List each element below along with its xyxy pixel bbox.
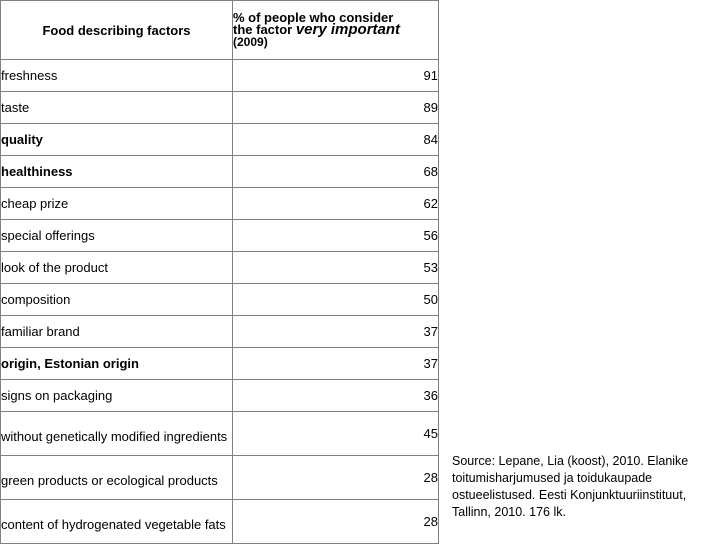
table-row <box>1 412 439 456</box>
header-percent-line2: the factor <box>233 22 296 37</box>
table-row <box>1 348 439 380</box>
table-row <box>1 500 439 544</box>
row-label: composition <box>1 284 233 316</box>
header-factor: Food describing factors <box>1 1 233 60</box>
table-row <box>1 316 439 348</box>
row-value: 28 <box>233 456 439 500</box>
table-row <box>1 284 439 316</box>
row-value: 62 <box>233 188 439 220</box>
row-label: content of hydrogenated vegetable fats <box>1 500 233 544</box>
row-label: taste <box>1 92 233 124</box>
header-percent-line1: % of people who consider <box>233 10 394 25</box>
row-label: freshness <box>1 60 233 92</box>
row-label: origin, Estonian origin <box>1 348 233 380</box>
row-value: 36 <box>233 380 439 412</box>
row-value: 45 <box>233 412 439 456</box>
row-label: familiar brand <box>1 316 233 348</box>
table-row <box>1 220 439 252</box>
row-label: cheap prize <box>1 188 233 220</box>
row-value: 37 <box>233 348 439 380</box>
table-row <box>1 60 439 92</box>
table-row <box>1 380 439 412</box>
row-value: 28 <box>233 500 439 544</box>
header-percent-year: (2009) <box>233 35 268 49</box>
row-value: 91 <box>233 60 439 92</box>
row-label: look of the product <box>1 252 233 284</box>
row-value: 50 <box>233 284 439 316</box>
header-percent <box>233 1 439 60</box>
row-value: 56 <box>233 220 439 252</box>
row-value: 53 <box>233 252 439 284</box>
table-row <box>1 188 439 220</box>
table-row <box>1 124 439 156</box>
row-label: special offerings <box>1 220 233 252</box>
table-row <box>1 456 439 500</box>
table-row <box>1 92 439 124</box>
row-value: 68 <box>233 156 439 188</box>
row-value: 37 <box>233 316 439 348</box>
row-label: signs on packaging <box>1 380 233 412</box>
table-header-row <box>1 1 439 60</box>
source-citation: Source: Lepane, Lia (koost), 2010. Elanike toitumisharjumused ja toidukaupade ostueelistused. Eesti Konjunktuuriinstituut, Tallinn, 2010. 176 lk. <box>452 454 689 519</box>
row-value: 84 <box>233 124 439 156</box>
header-percent-emphasis: very important <box>295 21 401 38</box>
table-row <box>1 252 439 284</box>
row-value: 89 <box>233 92 439 124</box>
row-label: healthiness <box>1 156 233 188</box>
row-label: without genetically modified ingredients <box>1 412 233 456</box>
table-row <box>1 156 439 188</box>
row-label: green products or ecological products <box>1 456 233 500</box>
row-label: quality <box>1 124 233 156</box>
